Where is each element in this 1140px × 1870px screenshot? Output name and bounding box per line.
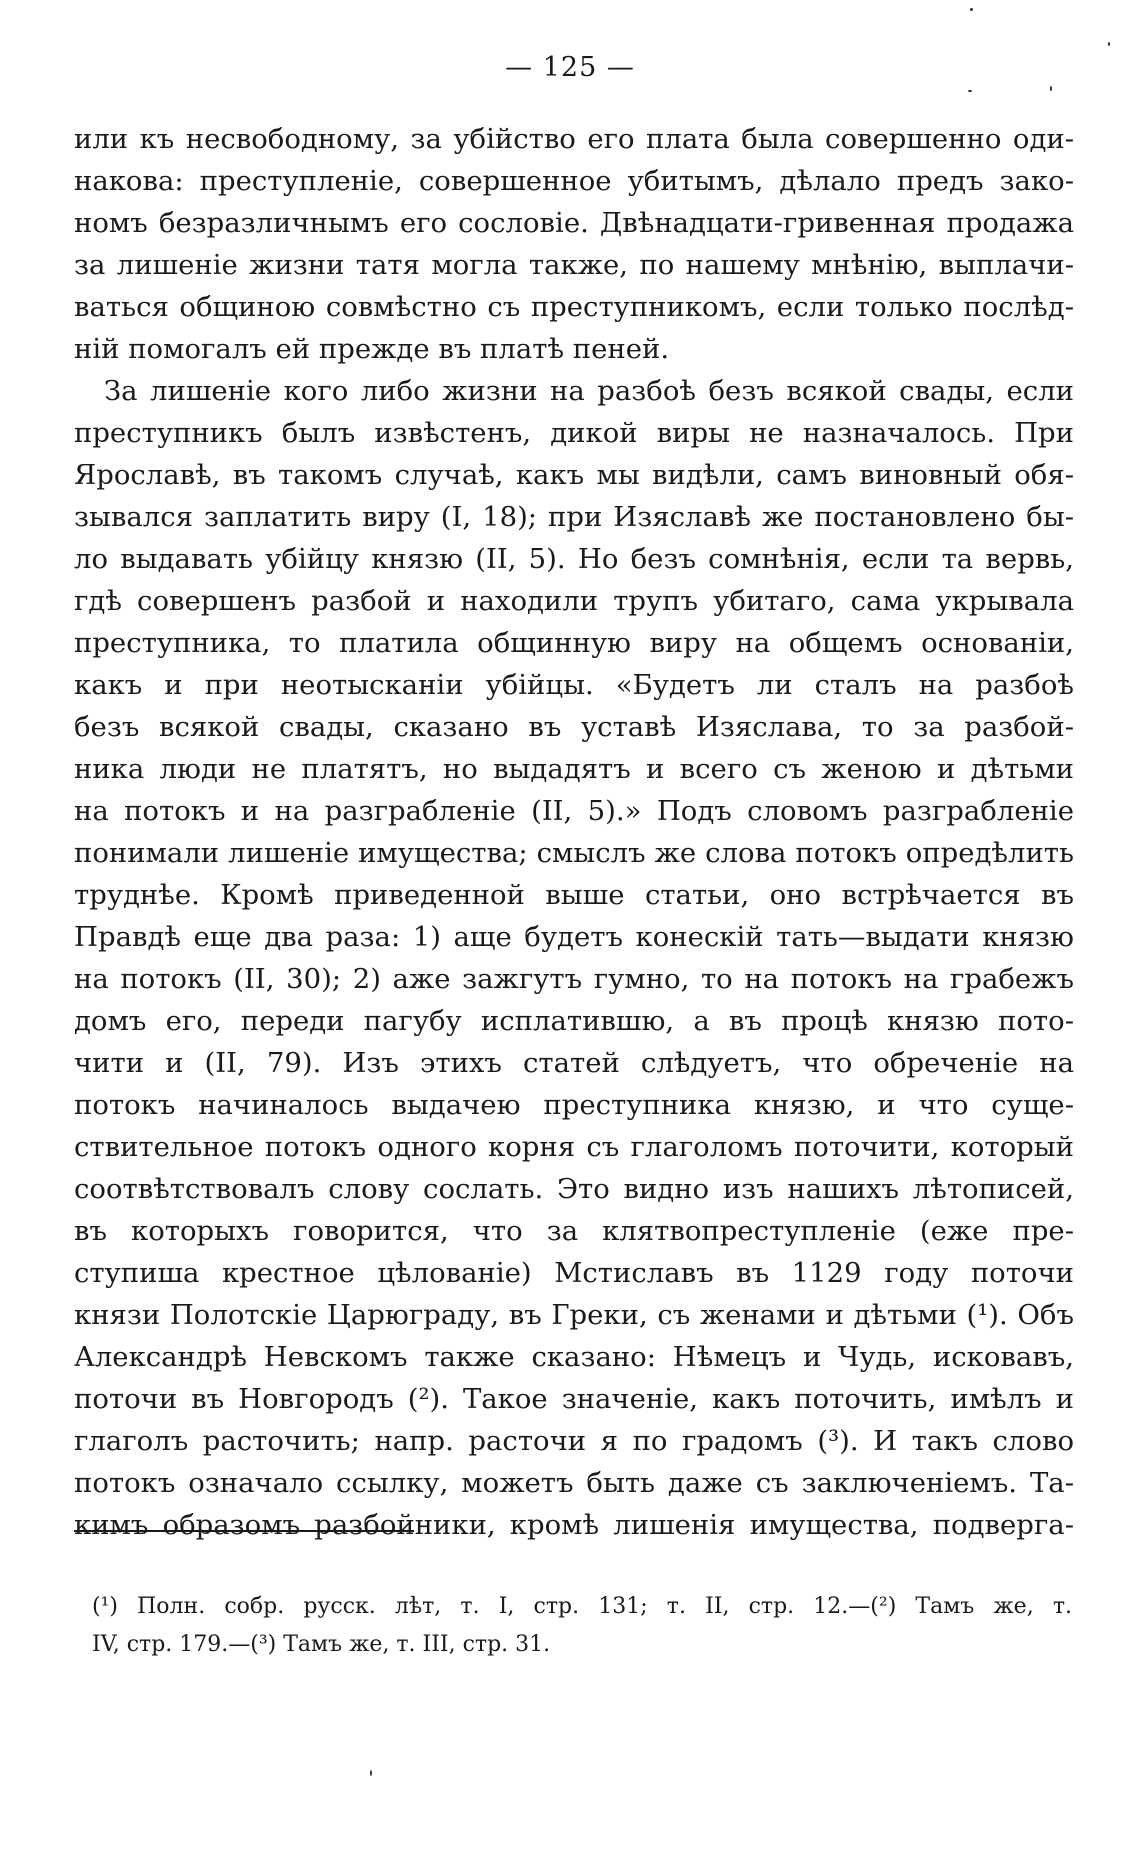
text-line: ній помогалъ ей прежде въ платѣ пеней.	[74, 333, 670, 365]
text-line: князи Полотскіе Царюграду, въ Греки, съ женами и дѣтьми (¹). Объ	[74, 1299, 1074, 1331]
text-line: номъ безразличнымъ его сословіе. Двѣнадцати-гривенная продажа	[74, 207, 1074, 239]
text-line: ступиша крестное цѣлованіе) Мстиславъ въ 1129 году поточи	[74, 1257, 1074, 1289]
text-line: домъ его, переди пагубу исплатившю, а въ процѣ князю пото-	[74, 1005, 1074, 1037]
text-line: какъ и при неотысканіи убійцы. «Будетъ ли сталъ на разбоѣ	[74, 669, 1074, 701]
text-line: труднѣе. Кромѣ приведенной выше статьи, оно встрѣчается въ	[74, 879, 1074, 911]
text-line: соотвѣтствовалъ слову сослать. Это видно изъ нашихъ лѣтописей,	[74, 1173, 1074, 1205]
text-line: за лишеніе жизни татя могла также, по нашему мнѣнію, выплачи-	[74, 249, 1074, 281]
footnote-line: (¹) Полн. собр. русск. лѣт, т. I, стр. 131; т. II, стр. 12.—(²) Тамъ же, т.	[92, 1594, 1072, 1619]
text-line: на потокъ и на разграбленіе (II, 5).» Подъ словомъ разграбленіе	[74, 795, 1074, 827]
text-line: чити и (II, 79). Изъ этихъ статей слѣдуетъ, что обреченіе на	[74, 1047, 1074, 1079]
text-line: Правдѣ еще два раза: 1) аще будетъ конескій тать—выдати князю	[74, 921, 1074, 953]
text-line: Ярославѣ, въ такомъ случаѣ, какъ мы видѣли, самъ виновный обя-	[74, 459, 1074, 491]
text-line: накова: преступленіе, совершенное убитымъ, дѣлало предъ зако-	[74, 165, 1074, 197]
scan-speck	[370, 1770, 372, 1776]
text-line: ваться общиною совмѣстно съ преступникомъ, если только послѣд-	[74, 291, 1074, 323]
paragraph-start-line: За лишеніе кого либо жизни на разбоѣ безъ всякой свады, если	[104, 375, 1074, 407]
text-line: гдѣ совершенъ разбой и находили трупъ убитаго, сама укрывала	[74, 585, 1074, 617]
body-text	[74, 118, 1074, 1546]
text-line: на потокъ (II, 30); 2) аже зажгутъ гумно, то на потокъ на грабежъ	[74, 963, 1074, 995]
text-line: ствительное потокъ одного корня съ глаголомъ поточити, который	[74, 1131, 1074, 1163]
text-line: потокъ начиналось выдачею преступника князю, и что суще-	[74, 1089, 1074, 1121]
text-line: безъ всякой свады, сказано въ уставѣ Изяслава, то за разбой-	[74, 711, 1074, 743]
footnote-separator	[74, 1530, 414, 1532]
text-line: преступника, то платила общинную виру на общемъ основаніи,	[74, 627, 1074, 659]
footnote-line: IV, стр. 179.—(³) Тамъ же, т. III, стр. 31.	[92, 1632, 551, 1657]
scan-speck	[970, 8, 973, 11]
scan-speck	[1108, 42, 1110, 46]
scan-speck	[1050, 86, 1052, 91]
page-number: — 125 —	[505, 52, 635, 83]
text-line: поточи въ Новгородъ (²). Такое значеніе, какъ поточить, имѣлъ и	[74, 1383, 1074, 1415]
scan-speck	[968, 90, 972, 92]
text-line: зывался заплатить виру (I, 18); при Изяславѣ же постановлено бы-	[74, 501, 1074, 533]
text-line: или къ несвободному, за убійство его плата была совершенно оди-	[74, 123, 1074, 155]
text-line: ло выдавать убійцу князю (II, 5). Но безъ сомнѣнія, если та вервь,	[74, 543, 1074, 575]
text-line: потокъ означало ссылку, можетъ быть даже съ заключеніемъ. Та-	[74, 1467, 1074, 1499]
text-line: преступникъ былъ извѣстенъ, дикой виры не назначалось. При	[74, 417, 1074, 449]
footnotes	[92, 1588, 1072, 1664]
text-line: кимъ образомъ разбойники, кромѣ лишенія имущества, подверга-	[74, 1509, 1074, 1541]
text-line: ника люди не платятъ, но выдадятъ и всего съ женою и дѣтьми	[74, 753, 1074, 785]
text-line: глаголъ расточить; напр. расточи я по градомъ (³). И такъ слово	[74, 1425, 1074, 1457]
text-line: Александрѣ Невскомъ также сказано: Нѣмецъ и Чудь, исковавъ,	[74, 1341, 1074, 1373]
text-line: понимали лишеніе имущества; смыслъ же слова потокъ опредѣлить	[74, 837, 1074, 869]
text-line: въ которыхъ говорится, что за клятвопреступленіе (еже пре-	[74, 1215, 1074, 1247]
